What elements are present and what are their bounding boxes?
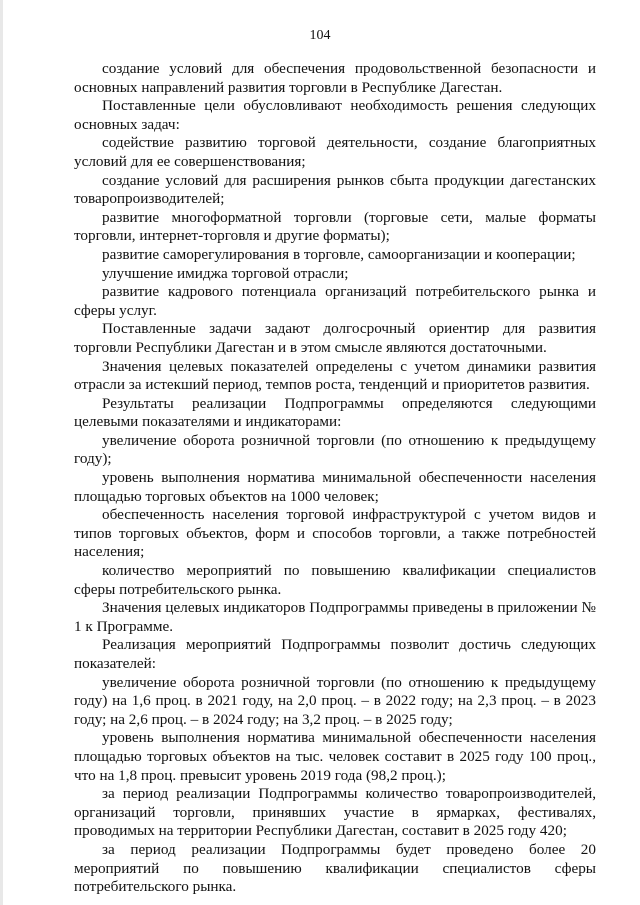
paragraph: развитие саморегулирования в торговле, самоорганизации и кооперации; bbox=[102, 245, 576, 263]
paragraph: уровень выполнения норматива минимальной обеспеченности населения площадью торговых объектов на 1000 человек; bbox=[74, 469, 596, 505]
paragraph: Поставленные цели обусловливают необходимость решения следующих основных задач: bbox=[74, 97, 596, 133]
paragraph: увеличение оборота розничной торговли (по отношению к предыдущему году) на 1,6 проц. в 2021 году, на 2,0 проц. – в 2022 году; на 2,3 проц. – в 2023 году; на 2,6 проц. – в 2024 году; на 3,2 проц. – в 2025 году; bbox=[74, 673, 596, 728]
paragraph: содействие развитию торговой деятельности, создание благоприятных условий для ее совершенствования; bbox=[74, 134, 596, 170]
paragraph: развитие многоформатной торговли (торговые сети, малые форматы торговли, интернет-торговля и другие форматы); bbox=[74, 208, 596, 245]
paragraph: количество мероприятий по повышению квалификации специалистов сферы потребительского рынка. bbox=[74, 562, 596, 598]
scan-edge bbox=[0, 0, 3, 905]
paragraph: за период реализации Подпрограммы количество товаропроизводителей, организаций торговли, принявших участие в ярмарках, фестивалях, проводимых на территории Республики Дагестан, составит в 2025 году 420; bbox=[74, 785, 596, 840]
paragraph: Значения целевых индикаторов Подпрограммы приведены в приложении № 1 к Программе. bbox=[74, 599, 596, 635]
paragraph: улучшение имиджа торговой отрасли; bbox=[102, 264, 349, 282]
paragraph: создание условий для обеспечения продовольственной безопасности и основных направлений развития торговли в Республике Дагестан. bbox=[74, 60, 596, 96]
document-body bbox=[74, 60, 596, 897]
paragraph: Реализация мероприятий Подпрограммы позволит достичь следующих показателей: bbox=[74, 636, 596, 672]
paragraph: создание условий для расширения рынков сбыта продукции дагестанских товаропроизводителей; bbox=[74, 171, 596, 208]
paragraph: Значения целевых показателей определены с учетом динамики развития отрасли за истекший период, темпов роста, тенденций и приоритетов развития. bbox=[74, 357, 596, 394]
paragraph: увеличение оборота розничной торговли (по отношению к предыдущему году); bbox=[74, 431, 596, 468]
paragraph: Поставленные задачи задают долгосрочный ориентир для развития торговли Республики Дагестан и в этом смысле являются достаточными. bbox=[74, 320, 596, 356]
page-number: 104 bbox=[309, 28, 331, 43]
paragraph: развитие кадрового потенциала организаций потребительского рынка и сферы услуг. bbox=[74, 283, 596, 319]
paragraph: Результаты реализации Подпрограммы определяются следующими целевыми показателями и индикаторами: bbox=[74, 394, 596, 431]
paragraph: за период реализации Подпрограммы будет проведено более 20 мероприятий по повышению квалификации специалистов сферы потребительского рынка. bbox=[74, 840, 596, 896]
paragraph: обеспеченность населения торговой инфраструктурой с учетом видов и типов торговых объектов, форм и способов торговли, а также потребностей населения; bbox=[74, 506, 596, 561]
paragraph: уровень выполнения норматива минимальной обеспеченности населения площадью торговых объектов на тыс. человек составит в 2025 году 100 проц., что на 1,8 проц. превысит уровень 2019 года (98,2 проц.); bbox=[74, 729, 596, 784]
